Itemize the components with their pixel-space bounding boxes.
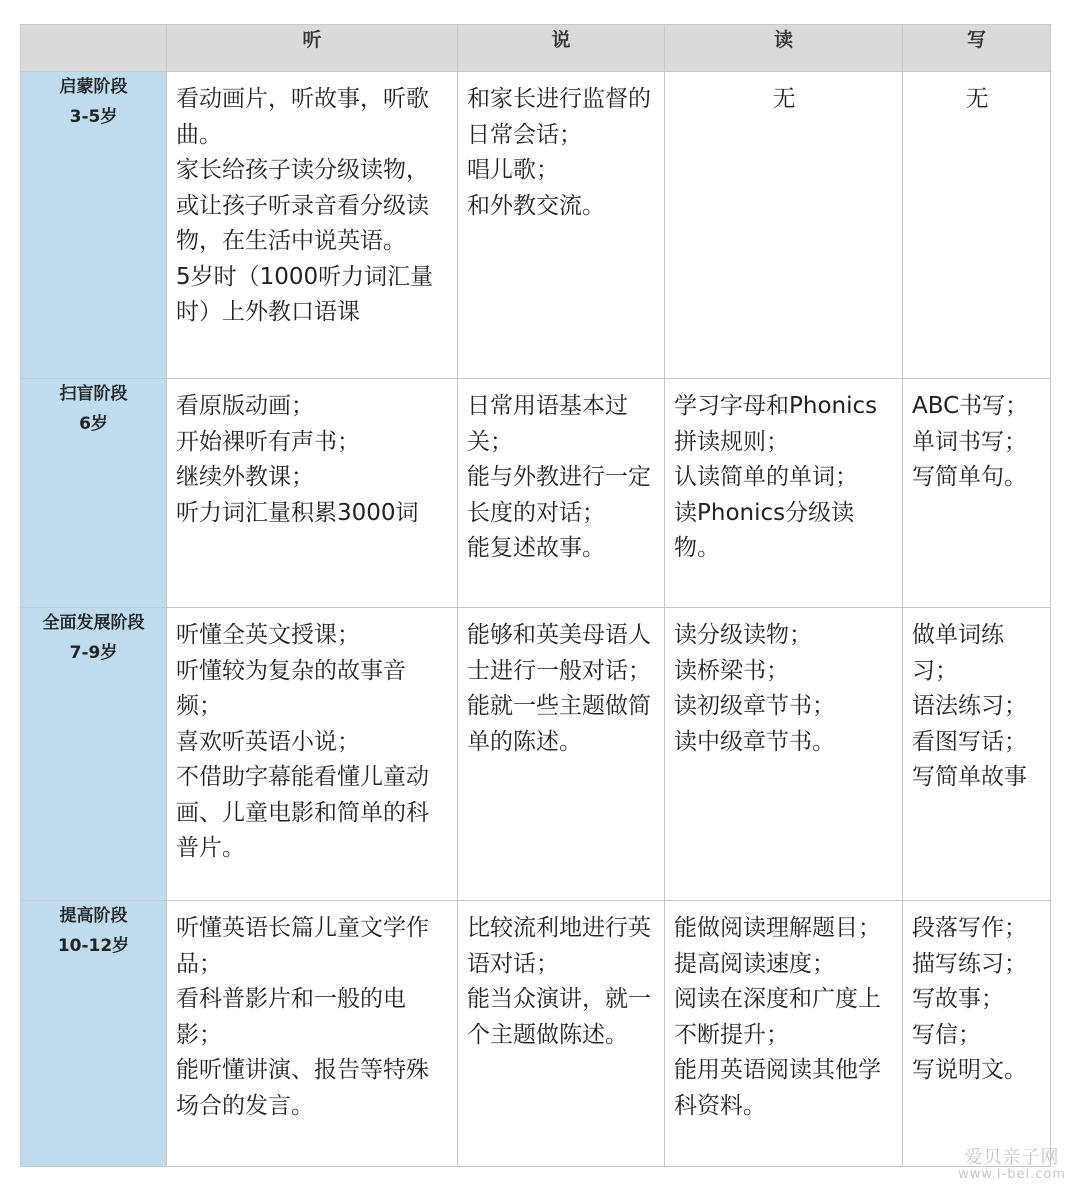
stage-age: 6岁 xyxy=(79,414,108,434)
write-cell xyxy=(903,608,1051,901)
read-text: 读分级读物； 读桥梁书； 读初级章节书； 读中级章节书。 xyxy=(674,622,835,755)
listen-cell xyxy=(167,608,458,901)
stage-cell xyxy=(21,72,167,379)
write-cell xyxy=(903,379,1051,608)
stage-name: 扫盲阶段 xyxy=(59,384,128,404)
header-read: 读 xyxy=(665,25,903,72)
watermark-title: 爱贝亲子网 xyxy=(964,1147,1060,1168)
speak-cell xyxy=(458,379,665,608)
speak-cell xyxy=(458,608,665,901)
read-text: 学习字母和Phonics拼读规则； 认读简单的单词； 读Phonics分级读物。 xyxy=(674,393,878,561)
read-cell xyxy=(665,379,903,608)
write-cell xyxy=(903,901,1051,1167)
table-row xyxy=(21,72,1051,379)
header-listen: 听 xyxy=(167,25,458,72)
stage-name: 全面发展阶段 xyxy=(42,613,145,633)
listen-cell xyxy=(167,72,458,379)
listen-text: 看原版动画； 开始裸听有声书； 继续外教课； 听力词汇量积累3000词 xyxy=(176,393,419,526)
read-cell xyxy=(665,72,903,379)
table-row xyxy=(21,901,1051,1167)
speak-text: 和家长进行监督的日常会话； 唱儿歌； 和外教交流。 xyxy=(467,86,651,219)
read-text: 无 xyxy=(772,86,796,112)
table-row xyxy=(21,379,1051,608)
read-cell xyxy=(665,901,903,1167)
write-text: 无 xyxy=(965,86,989,112)
watermark-url: www.i-bei.com xyxy=(958,1167,1066,1182)
watermark xyxy=(958,1148,1066,1182)
read-cell xyxy=(665,608,903,901)
listen-text: 看动画片，听故事，听歌曲。 家长给孩子读分级读物，或让孩子听录音看分级读物，在生活中说英语。 5岁时（1000听力词汇量时）上外教口语课 xyxy=(176,86,434,325)
stage-age: 7-9岁 xyxy=(69,643,118,663)
stage-cell xyxy=(21,379,167,608)
speak-cell xyxy=(458,901,665,1167)
stage-cell xyxy=(21,901,167,1167)
stage-name: 提高阶段 xyxy=(59,906,128,926)
listen-text: 听懂英语长篇儿童文学作品； 看科普影片和一般的电影； 能听懂讲演、报告等特殊场合的发言。 xyxy=(176,915,429,1119)
stage-age: 10-12岁 xyxy=(57,936,130,956)
header-corner xyxy=(21,25,167,72)
listen-text: 听懂全英文授课； 听懂较为复杂的故事音频； 喜欢听英语小说； 不借助字幕能看懂儿童动画、儿童电影和简单的科普片。 xyxy=(176,622,429,861)
speak-text: 日常用语基本过关； 能与外教进行一定长度的对话； 能复述故事。 xyxy=(467,393,651,561)
stage-age: 3-5岁 xyxy=(69,107,118,127)
stage-name: 启蒙阶段 xyxy=(59,77,128,97)
speak-text: 能够和英美母语人士进行一般对话； 能就一些主题做简单的陈述。 xyxy=(467,622,651,755)
speak-text: 比较流利地进行英语对话； 能当众演讲，就一个主题做陈述。 xyxy=(467,915,651,1048)
write-text: ABC书写； 单词书写； 写简单句。 xyxy=(912,393,1029,490)
table-row xyxy=(21,608,1051,901)
header-write: 写 xyxy=(903,25,1051,72)
read-text: 能做阅读理解题目； 提高阅读速度； 阅读在深度和广度上不断提升； 能用英语阅读其他学科资料。 xyxy=(674,915,881,1119)
write-text: 段落写作； 描写练习； 写故事； 写信； 写说明文。 xyxy=(912,915,1027,1083)
stage-table xyxy=(20,24,1051,1167)
stage-cell xyxy=(21,608,167,901)
listen-cell xyxy=(167,379,458,608)
speak-cell xyxy=(458,72,665,379)
listen-cell xyxy=(167,901,458,1167)
header-row xyxy=(21,25,1051,72)
write-text: 做单词练习； 语法练习； 看图写话； 写简单故事 xyxy=(912,622,1027,790)
write-cell xyxy=(903,72,1051,379)
header-speak: 说 xyxy=(458,25,665,72)
